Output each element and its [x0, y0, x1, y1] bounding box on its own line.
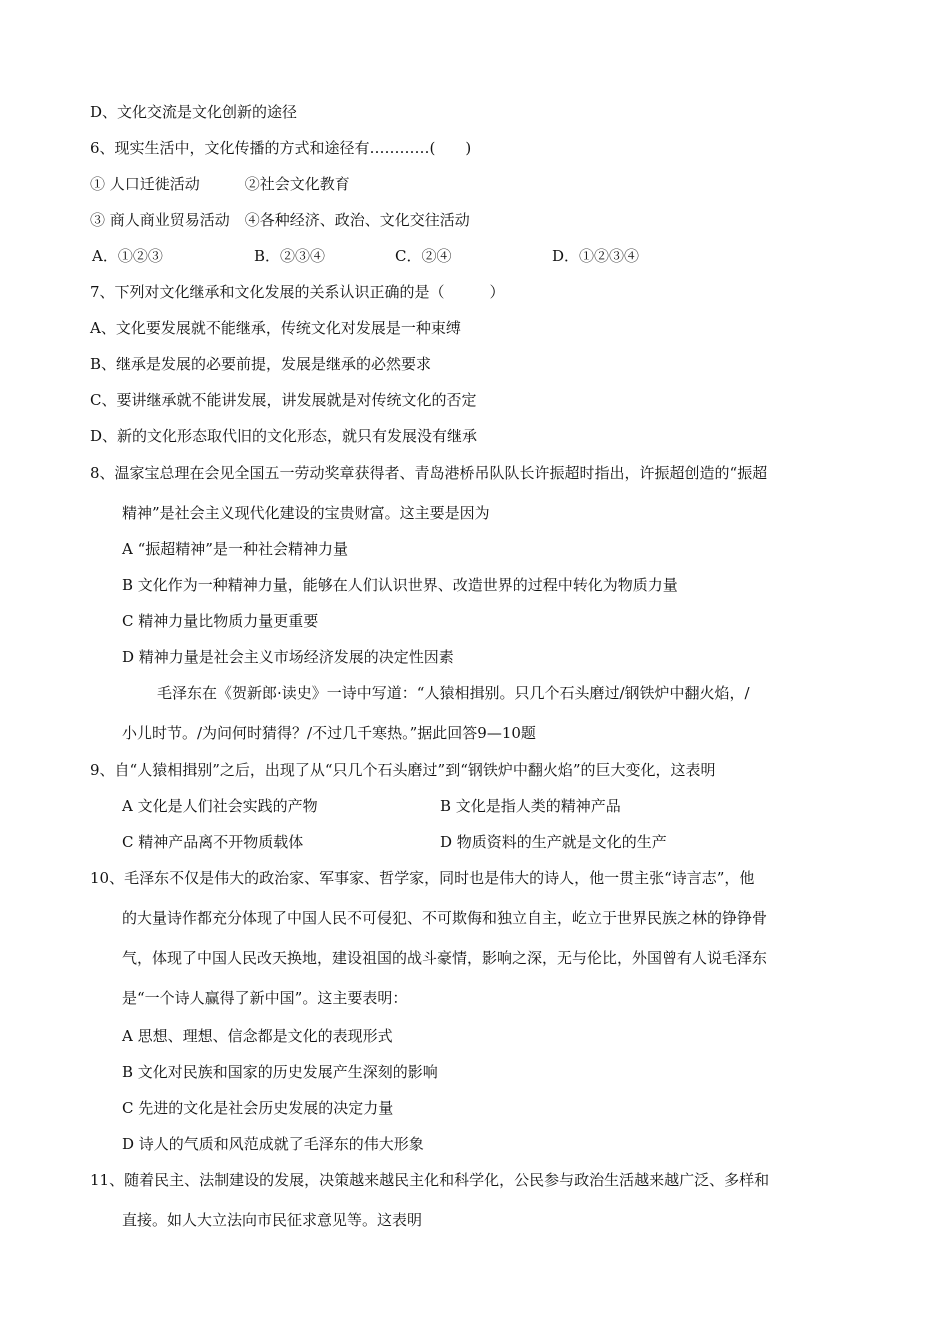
poem-intro-line-2: 小儿时节。/为问何时猜得？/不过几千寒热。”据此回答9—10题: [122, 724, 536, 742]
q6-option-b: B．②③④: [254, 247, 326, 265]
poem-intro-line-1: 毛泽东在《贺新郎·读史》一诗中写道：“人猿相揖别。只几个石头磨过/钢铁炉中翻火焰，/: [157, 684, 750, 702]
q10-option-b: B 文化对民族和国家的历史发展产生深刻的影响: [122, 1063, 438, 1081]
question-9: 9、自“人猿相揖别”之后，出现了从“只几个石头磨过”到“钢铁炉中翻火焰”的巨大变化，这表明: [90, 761, 716, 779]
q10-option-a: A 思想、理想、信念都是文化的表现形式: [122, 1027, 393, 1045]
q6-option-a: A．①②③: [92, 247, 163, 265]
question-8-line-2: 精神”是社会主义现代化建设的宝贵财富。这主要是因为: [122, 504, 490, 522]
q9-option-d: D 物质资料的生产就是文化的生产: [440, 833, 667, 851]
q10-option-c: C 先进的文化是社会历史发展的决定力量: [122, 1099, 394, 1117]
q6-item-row-2: ③ 商人商业贸易活动 ④各种经济、政治、文化交往活动: [90, 211, 470, 229]
q8-option-c: C 精神力量比物质力量更重要: [122, 612, 319, 630]
q6-item-row-1: ① 人口迁徙活动 ②社会文化教育: [90, 175, 350, 193]
q9-option-b: B 文化是指人类的精神产品: [440, 797, 621, 815]
q10-option-d: D 诗人的气质和风范成就了毛泽东的伟大形象: [122, 1135, 424, 1153]
question-6: 6、现实生活中，文化传播的方式和途径有…………( ): [90, 139, 472, 157]
q7-option-d: D、新的文化形态取代旧的文化形态，就只有发展没有继承: [90, 427, 478, 445]
question-11-line-1: 11、随着民主、法制建设的发展，决策越来越民主化和科学化，公民参与政治生活越来越广泛、多样和: [90, 1171, 770, 1189]
q8-option-d: D 精神力量是社会主义市场经济发展的决定性因素: [122, 648, 454, 666]
question-10-line-1: 10、毛泽东不仅是伟大的政治家、军事家、哲学家，同时也是伟大的诗人，他一贯主张“诗言志”，他: [90, 869, 755, 887]
question-7: 7、下列对文化继承和文化发展的关系认识正确的是（ ）: [90, 283, 505, 301]
q7-option-c: C、要讲继承就不能讲发展，讲发展就是对传统文化的否定: [90, 391, 477, 409]
question-8-line-1: 8、温家宝总理在会见全国五一劳动奖章获得者、青岛港桥吊队队长许振超时指出，许振超创造的“振超: [90, 464, 768, 482]
question-10-line-2: 的大量诗作都充分体现了中国人民不可侵犯、不可欺侮和独立自主，屹立于世界民族之林的铮铮骨: [122, 909, 768, 927]
q8-option-a: A “振超精神”是一种社会精神力量: [122, 540, 348, 558]
question-11-line-2: 直接。如人大立法向市民征求意见等。这表明: [122, 1211, 423, 1229]
q8-option-b: B 文化作为一种精神力量，能够在人们认识世界、改造世界的过程中转化为物质力量: [122, 576, 678, 594]
question-10-line-3: 气，体现了中国人民改天换地，建设祖国的战斗豪情，影响之深，无与伦比，外国曾有人说毛泽东: [122, 949, 768, 967]
q6-option-c: C．②④: [395, 247, 452, 265]
q9-option-c: C 精神产品离不开物质载体: [122, 833, 304, 851]
prev-option-d: D、文化交流是文化创新的途径: [90, 103, 298, 121]
q6-option-d: D．①②③④: [552, 247, 640, 265]
q7-option-a: A、文化要发展就不能继承，传统文化对发展是一种束缚: [90, 319, 461, 337]
q9-option-a: A 文化是人们社会实践的产物: [122, 797, 318, 815]
question-10-line-4: 是“一个诗人赢得了新中国”。这主要表明：: [122, 989, 408, 1007]
q7-option-b: B、继承是发展的必要前提，发展是继承的必然要求: [90, 355, 432, 373]
